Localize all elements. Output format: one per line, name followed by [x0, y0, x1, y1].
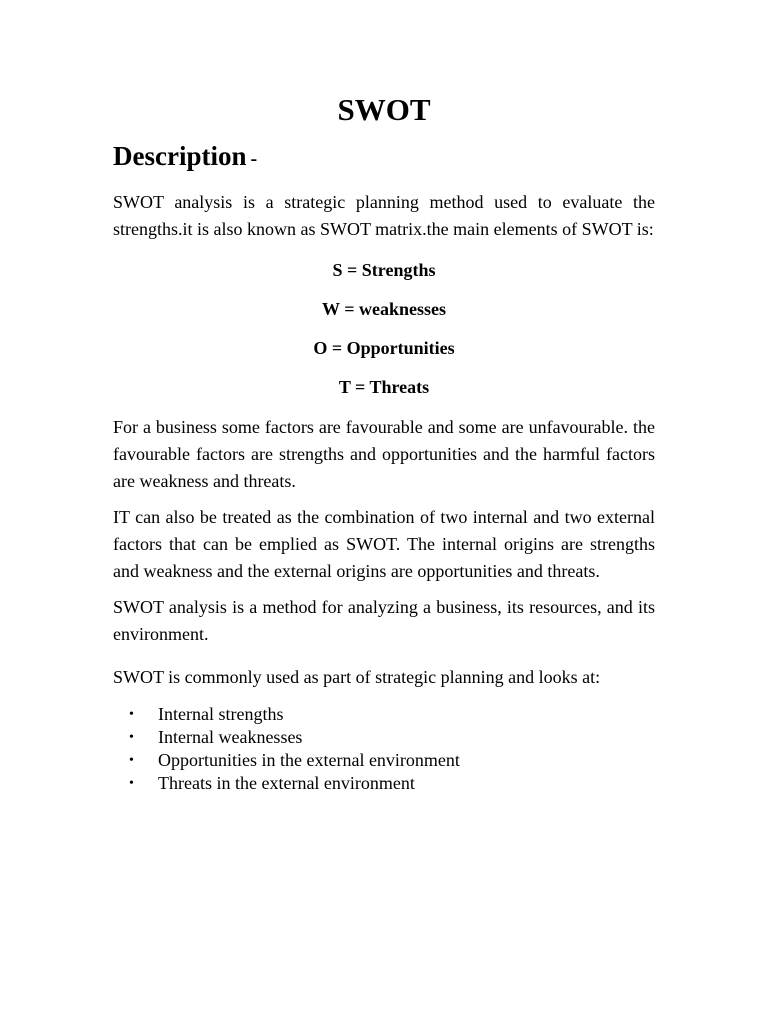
list-item — [129, 726, 655, 749]
list-item — [129, 703, 655, 726]
list-item-text: Opportunities in the external environment — [158, 750, 460, 770]
factors-paragraph: For a business some factors are favourable and some are unfavourable. the favourable factors are strengths and opportunities and the harmful factors are weakness and threats. — [113, 417, 655, 491]
list-item-text: Threats in the external environment — [158, 773, 415, 793]
section-heading-text: Description — [113, 141, 247, 171]
list-item-text: Internal strengths — [158, 704, 284, 724]
usage-paragraph: SWOT is commonly used as part of strategic planning and looks at: — [113, 667, 601, 687]
list-item — [129, 772, 655, 795]
swot-element-threats: T = Threats — [338, 377, 430, 397]
section-heading-dash: - — [250, 148, 258, 170]
bullet-icon: • — [129, 776, 134, 791]
section-heading — [113, 138, 655, 177]
swot-element-weaknesses: W = weaknesses — [322, 299, 446, 319]
swot-bullet-list — [113, 703, 655, 795]
bullet-icon: • — [129, 730, 134, 745]
intro-paragraph: SWOT analysis is a strategic planning method used to evaluate the strengths.it is also known as SWOT matrix.the main elements of SWOT is: — [113, 192, 655, 239]
method-paragraph: SWOT analysis is a method for analyzing a business, its resources, and its environment. — [113, 597, 655, 644]
swot-elements — [113, 257, 655, 401]
swot-element-strengths: S = Strengths — [332, 260, 436, 280]
list-item-text: Internal weaknesses — [158, 727, 303, 747]
bullet-icon: • — [129, 753, 134, 768]
internal-external-paragraph: IT can also be treated as the combination of two internal and two external factors that can be emplied as SWOT. The internal origins are strengths and weakness and the external origins are opportunities and threats. — [113, 507, 655, 581]
list-item — [129, 749, 655, 772]
bullet-icon: • — [129, 707, 134, 722]
document-title: SWOT — [337, 92, 431, 127]
document-page — [113, 0, 655, 795]
swot-element-opportunities: O = Opportunities — [313, 338, 455, 358]
